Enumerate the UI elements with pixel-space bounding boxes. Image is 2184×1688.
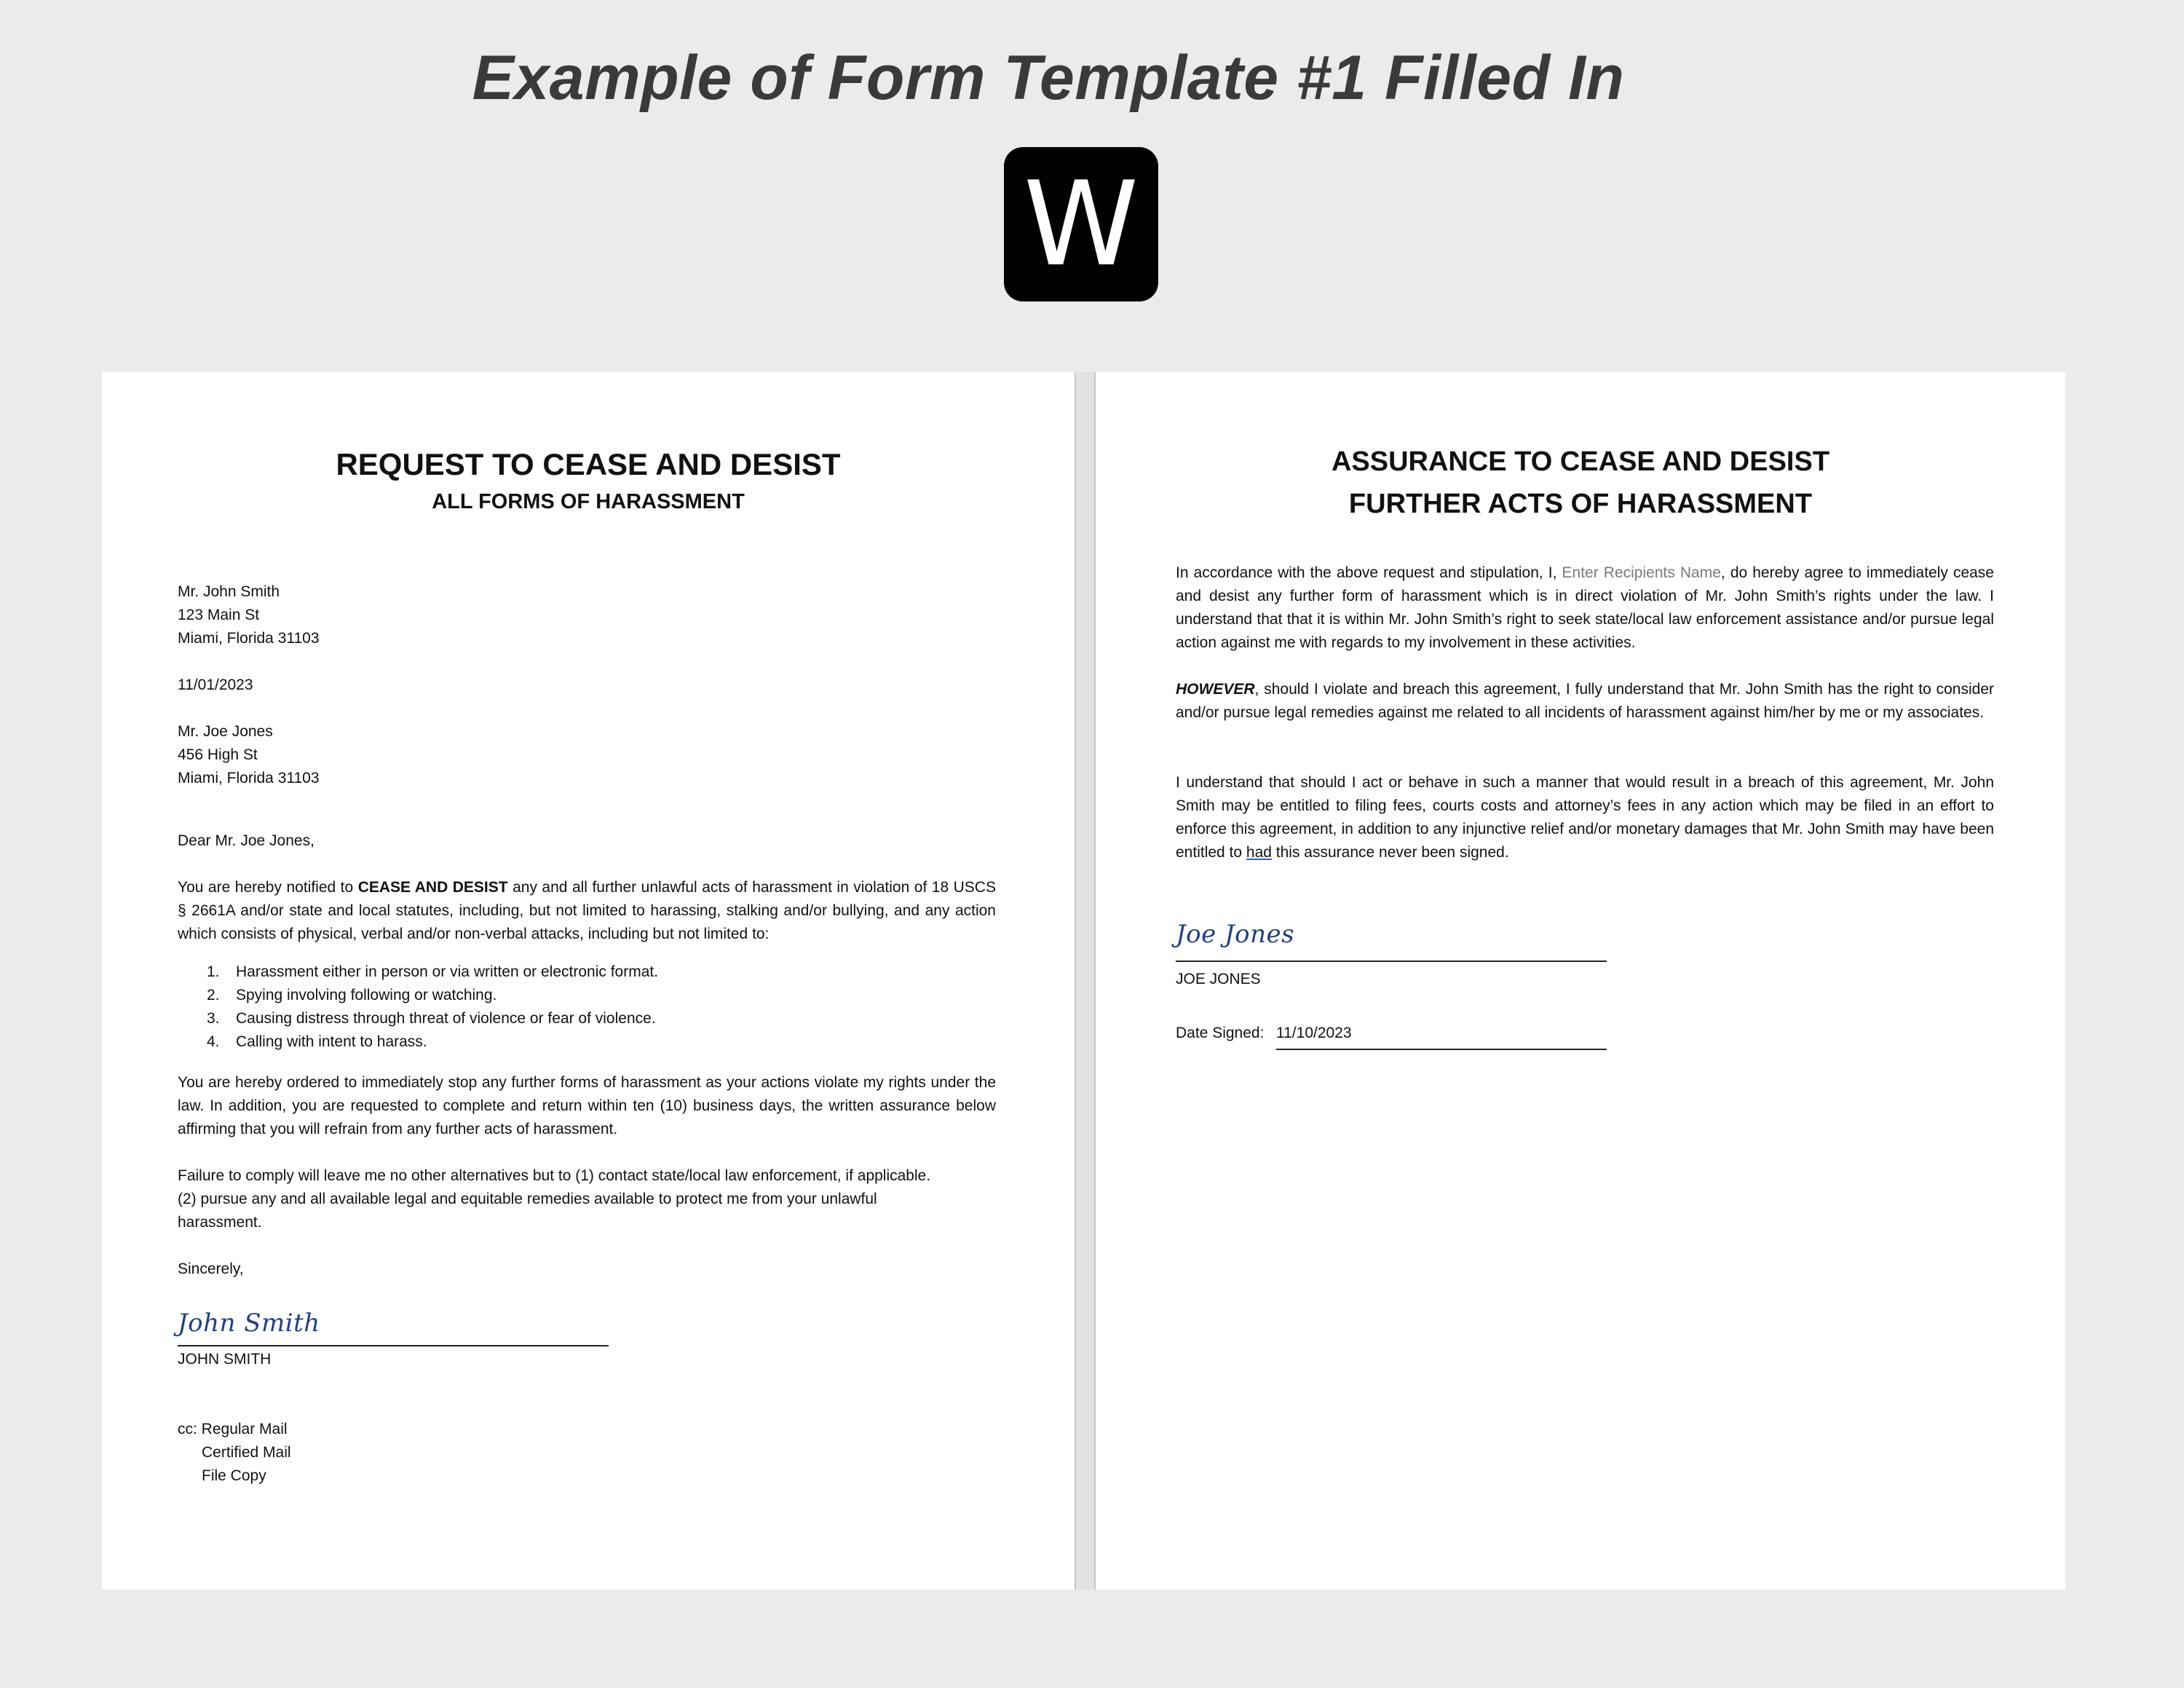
flagged-word: had	[1246, 844, 1272, 861]
breach-text-end: this assurance never been signed.	[1271, 844, 1509, 861]
failure-line: Failure to comply will leave me no other alternatives but to (1) contact state/local law enforcement, if applicable.	[178, 1167, 931, 1184]
notice-paragraph	[178, 876, 996, 946]
list-item	[207, 984, 658, 1007]
signer-name	[178, 1348, 271, 1371]
agreement-paragraph	[1176, 561, 1994, 655]
date-signed-label: Date Signed:	[1176, 1025, 1265, 1041]
sender-city: Miami, Florida 31103	[178, 630, 320, 647]
cc-item: File Copy	[202, 1467, 266, 1484]
failure-line: (2) pursue any and all available legal and equitable remedies available to protect me from your unlawful	[178, 1191, 877, 1207]
request-letter-page	[102, 372, 1075, 1590]
list-text: Causing distress through threat of violence or fear of violence.	[236, 1010, 656, 1027]
harassment-list	[207, 961, 658, 1054]
sender-address	[178, 580, 320, 650]
order-paragraph-text: You are hereby ordered to immediately stop any further forms of harassment as your actions violate my rights under the law. In addition, you are requested to complete and return within ten (10) business days, the written assurance below affirming that you will refrain from any further acts of harassment.	[178, 1074, 996, 1137]
recipient-city: Miami, Florida 31103	[178, 770, 320, 786]
agreement-text-end: , do hereby agree to immediately cease and desist any further form of harassment which is in direct violation of Mr. John Smith’s rights under the law. I understand that that it is within Mr. John Smith’s right to seek state/local law enforcement assistance and/or pursue legal action against me with regards to my involvement in these activities.	[1176, 564, 1994, 651]
recipient-name: Mr. Joe Jones	[178, 723, 273, 740]
cc-label: cc: Regular Mail	[178, 1421, 288, 1437]
date-signed-line	[1276, 1049, 1607, 1050]
recipient-name-field[interactable]: Enter Recipients Name	[1562, 564, 1721, 581]
failure-paragraph	[178, 1164, 930, 1234]
date-signed-row	[1176, 1022, 1352, 1045]
word-logo-letter: W	[1023, 156, 1139, 292]
list-number: 4.	[207, 1033, 220, 1050]
assurance-title-line1: ASSURANCE TO CEASE AND DESIST	[1331, 446, 1830, 477]
failure-line: harassment.	[178, 1214, 262, 1231]
signer-name-text: JOHN SMITH	[178, 1351, 272, 1368]
notice-bold-text: CEASE AND DESIST	[357, 879, 508, 896]
signer-name-text: JOE JONES	[1176, 971, 1261, 987]
list-item	[207, 1007, 658, 1030]
breach-paragraph	[1176, 771, 1994, 864]
however-paragraph	[1176, 678, 1994, 725]
list-number: 2.	[207, 987, 220, 1003]
signer-name	[1176, 968, 1261, 991]
however-text: , should I violate and breach this agreement, I fully understand that Mr. John Smith has the right to consider and/or pursue legal remedies against me related to all incidents of harassment against him/her by me or my associates.	[1176, 681, 1994, 721]
list-item	[207, 961, 658, 984]
assurance-title-line2: FURTHER ACTS OF HARASSMENT	[1348, 489, 1813, 519]
cc-list	[178, 1418, 291, 1488]
word-app-icon	[1004, 147, 1158, 301]
list-text: Harassment either in person or via written or electronic format.	[236, 963, 659, 980]
sender-name: Mr. John Smith	[178, 583, 280, 600]
salutation	[178, 829, 314, 853]
request-subtitle: ALL FORMS OF HARASSMENT	[432, 490, 745, 513]
salutation-text: Dear Mr. Joe Jones,	[178, 832, 314, 849]
notice-text-end: any and all further unlawful acts of harassment in violation of 18 USCS § 2661A and/or state and local statutes, including, but not limited to harassing, stalking and/or bullying, and any action which consists of physical, verbal and/or non-verbal attacks, including but not limited to:	[178, 879, 996, 942]
list-number: 3.	[207, 1010, 220, 1027]
john-smith-signature: John Smith	[178, 1309, 320, 1338]
list-number: 1.	[207, 963, 220, 980]
list-text: Calling with intent to harass.	[236, 1033, 427, 1050]
list-text: Spying involving following or watching.	[236, 987, 497, 1003]
signature-line	[178, 1345, 609, 1346]
breach-text-start: I understand that should I act or behave in such a manner that would result in a breach of this agreement, Mr. John Smith may be entitled to filing fees, courts costs and attorney’s fees in any action which may be filed in an effort to enforce this agreement, in addition to any injunctive relief and/or monetary damages that Mr. John Smith may have been entitled to	[1176, 774, 1994, 861]
list-item	[207, 1030, 658, 1054]
page-heading: Example of Form Template #1 Filled In	[472, 43, 1625, 113]
sender-street: 123 Main St	[178, 607, 260, 623]
signature-line	[1176, 961, 1607, 962]
cc-item: Certified Mail	[202, 1444, 291, 1461]
recipient-street: 456 High St	[178, 746, 258, 763]
closing-text: Sincerely,	[178, 1261, 244, 1277]
notice-text-start: You are hereby notified to	[178, 879, 358, 896]
assurance-page	[1096, 372, 2065, 1590]
letter-date	[178, 674, 253, 697]
agreement-text-start: In accordance with the above request and stipulation, I,	[1176, 564, 1562, 581]
letter-date-text: 11/01/2023	[178, 677, 253, 693]
date-signed-value[interactable]: 11/10/2023	[1276, 1025, 1352, 1041]
page-divider	[1075, 372, 1096, 1590]
request-title: REQUEST TO CEASE AND DESIST	[336, 447, 841, 481]
recipient-address	[178, 720, 320, 790]
closing	[178, 1258, 244, 1281]
joe-jones-signature: Joe Jones	[1176, 920, 1295, 949]
however-bold-text: HOWEVER	[1176, 681, 1255, 698]
order-paragraph	[178, 1071, 996, 1141]
